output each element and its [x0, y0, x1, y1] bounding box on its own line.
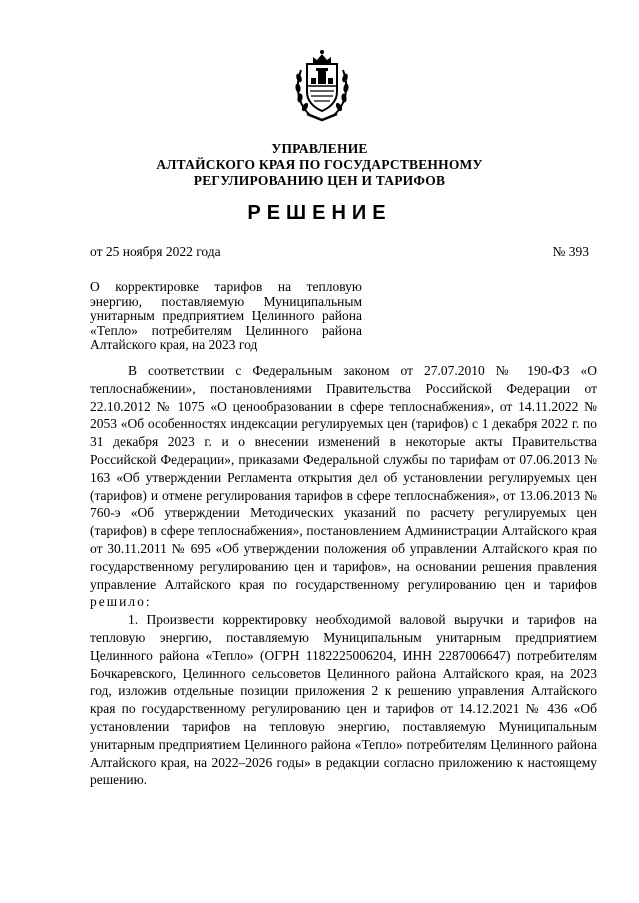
point-1-paragraph: 1. Произвести корректировку необходимой валовой выручки и тарифов на тепловую энергию, поставляемую Муниципальным унитарным предприятием Целинного района «Тепло» (ОГРН 1182225006204, ИНН 2287006647) потребителям Бочкаревского, Целинного сельсоветов Целинного района Алтайского края, на 2023 год, изложив отдельные позиции приложения 2 к решению управления Алтайского края по государственному регулированию цен и тарифов от 14.12.2021 № 436 «Об установлении тарифов на тепловую энергию, поставляемую Муниципальным унитарным предприятием Целинного района «Тепло» потребителям Целинного района Алтайского края, на 2022–2026 годы» в редакции согласно приложению к настоящему решению.: [90, 612, 597, 788]
preamble-text: В соответствии с Федеральным законом от 27.07.2010 № 190-ФЗ «О теплоснабжении», постановлениями Правительства Российской Федерации от 22.10.2012 № 1075 «О ценообразовании в сфере теплоснабжения», от 14.11.2022 № 2053 «Об особенностях индексации регулируемых цен (тарифов) с 1 декабря 2022 г. по 31 декабря 2023 г. и о внесении изменений в некоторые акты Правительства Российской Федерации», приказами Федеральной службы по тарифам от 07.06.2013 № 163 «Об утверждении Регламента открытия дел об установлении регулируемых цен (тарифов) и отмене регулирования тарифов в сфере теплоснабжения», от 13.06.2013 № 760-э «Об утверждении Методических указаний по расчету регулируемых цен (тарифов) в сфере теплоснабжения», постановлением Администрации Алтайского края от 30.11.2011 № 695 «Об утверждении положения об управлении Алтайского края по государственному регулированию цен и тарифов», на основании решения правления управление Алтайского края по государственному регулированию цен и тарифов: [90, 363, 597, 592]
document-body: [90, 362, 597, 789]
org-name-line-3: РЕГУЛИРОВАНИЮ ЦЕН И ТАРИФОВ: [193, 173, 446, 188]
resolved-word: решило: [90, 594, 146, 610]
document-date: от 25 ноября 2022 года: [90, 244, 221, 259]
org-name-line-2: АЛТАЙСКОГО КРАЯ ПО ГОСУДАРСТВЕННОМУ: [156, 157, 483, 172]
document-subject: О корректировке тарифов на тепловую энергию, поставляемую Муниципальным унитарным предприятием Целинного района «Тепло» потребителям Целинного района Алтайского края, на 2023 год: [90, 279, 362, 353]
org-name-line-1: УПРАВЛЕНИЕ: [271, 141, 368, 156]
coat-of-arms-icon: [293, 48, 351, 123]
preamble-paragraph: В соответствии с Федеральным законом от 27.07.2010 № 190-ФЗ «О теплоснабжении», постановлениями Правительства Российской Федерации от 22.10.2012 № 1075 «О ценообразовании в сфере теплоснабжения», от 14.11.2022 № 2053 «Об особенностях индексации регулируемых цен (тарифов) с 1 декабря 2022 г. по 31 декабря 2023 г. и о внесении изменений в некоторые акты Правительства Российской Федерации», приказами Федеральной службы по тарифам от 07.06.2013 № 163 «Об утверждении Регламента открытия дел об установлении регулируемых цен (тарифов) и отмене регулирования тарифов в сфере теплоснабжения», от 13.06.2013 № 760-э «Об утверждении Методических указаний по расчету регулируемых цен (тарифов) в сфере теплоснабжения», постановлением Администрации Алтайского края от 30.11.2011 № 695 «Об утверждении положения об управлении Алтайского края по государственному регулированию цен и тарифов», на основании решения правления управление Алтайского края по государственному регулированию цен и тарифов решило:: [90, 363, 597, 610]
document-title: РЕШЕНИЕ: [247, 202, 392, 224]
document-number: № 393: [552, 244, 589, 259]
